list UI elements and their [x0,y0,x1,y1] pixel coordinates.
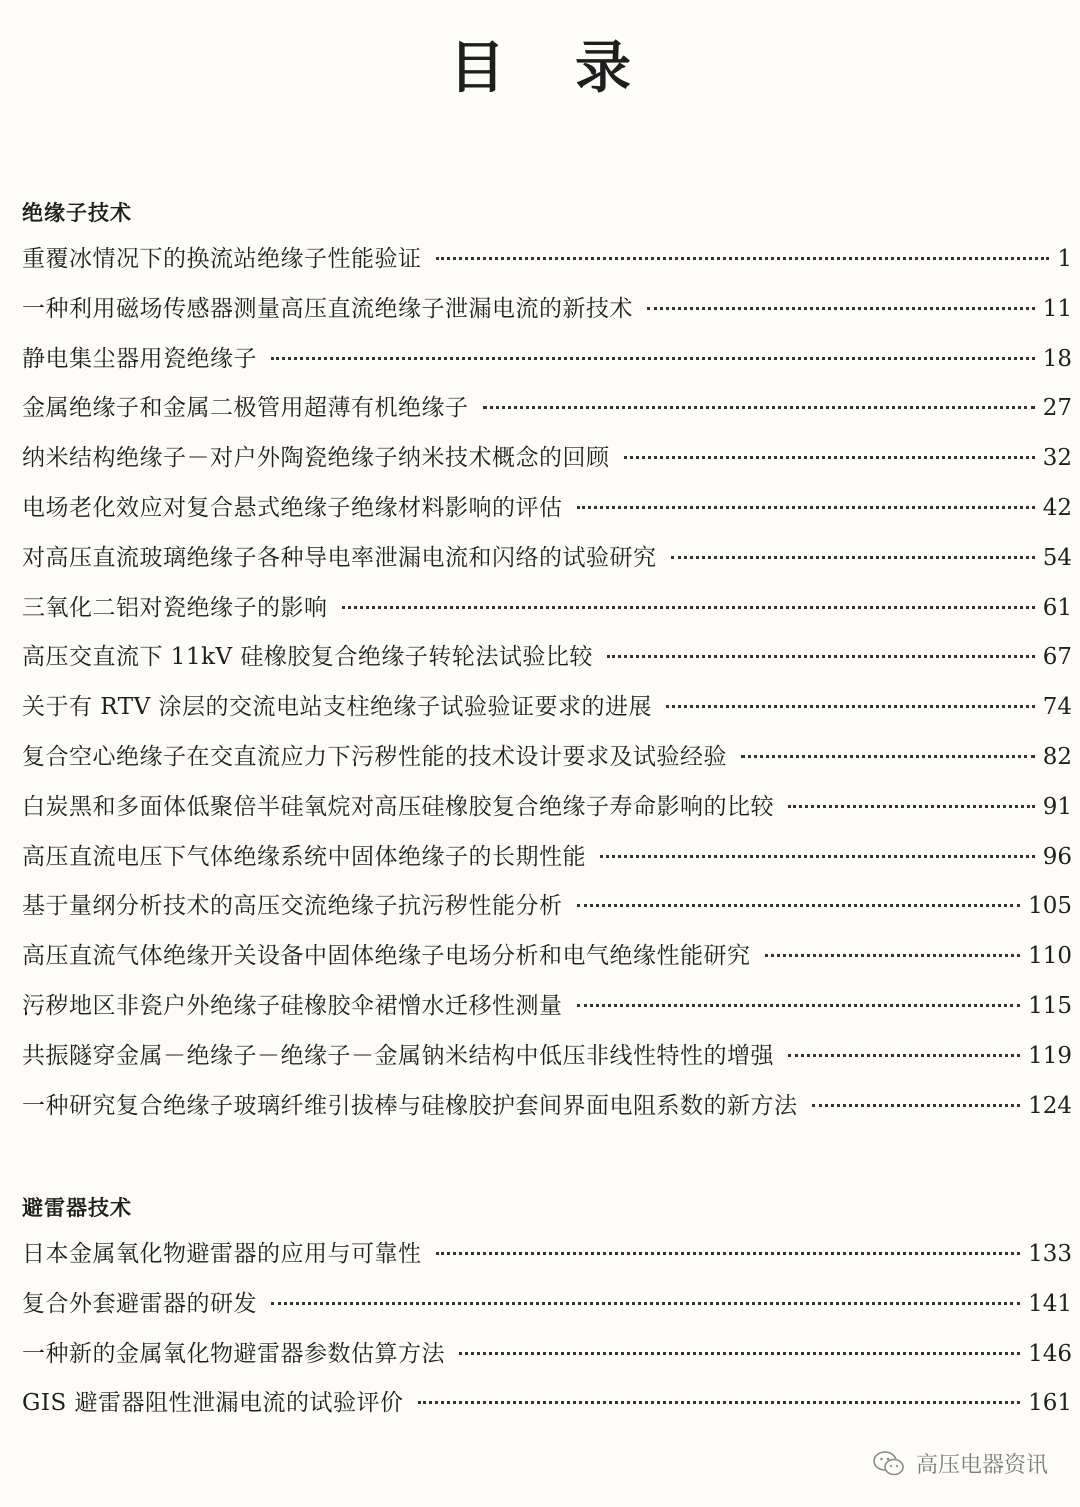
toc-entry-title: 对高压直流玻璃绝缘子各种导电率泄漏电流和闪络的试验研究 [22,544,657,571]
toc-entry-title: GIS 避雷器阻性泄漏电流的试验评价 [22,1390,404,1417]
toc-entry-page: 74 [1042,694,1072,721]
toc-entry-page: 161 [1028,1390,1072,1417]
toc-entry-title: 白炭黑和多面体低聚倍半硅氧烷对高压硅橡胶复合绝缘子寿命影响的比较 [22,793,774,820]
toc-entry-title: 复合外套避雷器的研发 [22,1290,257,1317]
section-heading: 避雷器技术 [22,1196,132,1220]
toc-entry[interactable] [22,833,1072,883]
toc-entry-page: 96 [1042,843,1072,870]
toc-entry-title: 重覆冰情况下的换流站绝缘子性能验证 [22,246,422,272]
watermark-text: 高压电器资讯 [915,1453,1048,1478]
toc-entry-title: 高压直流气体绝缘开关设备中固体绝缘子电场分析和电气绝缘性能研究 [22,943,751,970]
toc-entry-page: 61 [1042,594,1072,621]
toc-entry-title: 日本金属氧化物避雷器的应用与可靠性 [22,1241,422,1267]
toc-entry-title: 共振隧穿金属－绝缘子－绝缘子－金属钠米结构中低压非线性特性的增强 [22,1042,774,1069]
dot-leader [624,456,1035,459]
toc-entry-page: 18 [1042,345,1072,372]
toc-entry-page: 54 [1042,544,1072,571]
toc-entry-page: 42 [1042,494,1072,521]
toc-entry-page: 141 [1028,1290,1072,1317]
section-heading: 绝缘子技术 [22,201,132,225]
dot-leader [812,1104,1021,1107]
toc-entry-page: 115 [1028,992,1072,1019]
toc-entry-title: 复合空心绝缘子在交直流应力下污秽性能的技术设计要求及试验经验 [22,743,727,770]
dot-leader [271,1302,1020,1305]
dot-leader [788,805,1035,808]
dot-leader [271,357,1035,360]
toc-entry[interactable] [22,534,1072,584]
toc-entry-title: 一种研究复合绝缘子玻璃纤维引拔棒与硅橡胶护套间界面电阻系数的新方法 [22,1092,798,1119]
toc-entry-title: 金属绝缘子和金属二极管用超薄有机绝缘子 [22,395,469,422]
toc-entry-page: 110 [1028,943,1072,970]
toc-entry[interactable] [22,1379,1072,1429]
dot-leader [483,406,1035,409]
toc-entry-page: 146 [1028,1340,1072,1367]
toc-entry-page: 67 [1042,644,1072,671]
toc-entry[interactable] [22,1032,1072,1082]
toc-entry[interactable] [22,434,1072,484]
toc-entry[interactable] [22,982,1072,1032]
toc-entry[interactable] [22,484,1072,534]
toc-entry-title: 静电集尘器用瓷绝缘子 [22,345,257,372]
toc-entry-page: 105 [1028,893,1072,920]
toc-entry-page: 1 [1057,246,1072,272]
toc-entry[interactable] [22,384,1072,434]
toc-entry[interactable] [22,1330,1072,1380]
dot-leader [577,506,1035,509]
dot-leader [741,755,1035,758]
toc-entry[interactable] [22,783,1072,833]
toc-entry-title: 关于有 RTV 涂层的交流电站支柱绝缘子试验验证要求的进展 [22,694,652,721]
toc-entry[interactable] [22,584,1072,634]
toc-entry-title: 电场老化效应对复合悬式绝缘子绝缘材料影响的评估 [22,494,563,521]
toc-entry[interactable] [22,335,1072,385]
toc-entry[interactable] [22,1280,1072,1330]
dot-leader [765,954,1021,957]
toc-entry[interactable] [22,882,1072,932]
dot-leader [671,556,1035,559]
toc-entry[interactable] [22,633,1072,683]
dot-leader [788,1054,1020,1057]
toc-section-insulator [22,195,1072,1131]
toc-entry[interactable] [22,285,1072,335]
dot-leader [666,705,1035,708]
toc-section-arrester [22,1190,1072,1429]
toc-entry[interactable] [22,1230,1072,1280]
toc-entry-page: 91 [1042,793,1072,820]
toc-entry-title: 三氧化二铝对瓷绝缘子的影响 [22,594,328,621]
toc-entry-title: 纳米结构绝缘子－对户外陶瓷绝缘子纳米技术概念的回顾 [22,445,610,472]
toc-entry-page: 133 [1028,1241,1072,1267]
toc-entry[interactable] [22,235,1072,285]
dot-leader [607,655,1035,658]
dot-leader [600,855,1035,858]
toc-entry-page: 119 [1028,1042,1072,1069]
dot-leader [647,307,1035,310]
toc-list [22,235,1072,1131]
toc-entry-title: 一种利用磁场传感器测量高压直流绝缘子泄漏电流的新技术 [22,295,633,322]
dot-leader [436,257,1050,260]
dot-leader [436,1252,1021,1255]
toc-list [22,1230,1072,1429]
toc-entry-title: 污秽地区非瓷户外绝缘子硅橡胶伞裙憎水迁移性测量 [22,992,563,1019]
toc-entry-title: 高压直流电压下气体绝缘系统中固体绝缘子的长期性能 [22,843,586,870]
page-title: 目录 [449,35,701,101]
toc-entry-title: 基于量纲分析技术的高压交流绝缘子抗污秽性能分析 [22,893,563,920]
toc-entry[interactable] [22,733,1072,783]
toc-entry-title: 高压交直流下 11kV 硅橡胶复合绝缘子转轮法试验比较 [22,644,593,671]
dot-leader [459,1352,1020,1355]
toc-entry-page: 124 [1028,1092,1072,1119]
toc-entry[interactable] [22,932,1072,982]
toc-entry-page: 32 [1042,445,1072,472]
toc-entry-title: 一种新的金属氧化物避雷器参数估算方法 [22,1340,445,1367]
toc-entry-page: 82 [1042,743,1072,770]
watermark [872,1448,1048,1479]
dot-leader [342,606,1035,609]
toc-entry[interactable] [22,683,1072,733]
toc-entry-page: 27 [1042,395,1072,422]
toc-entry-page: 11 [1042,295,1072,322]
dot-leader [577,904,1021,907]
toc-entry[interactable] [22,1082,1072,1132]
wechat-icon [872,1450,906,1478]
dot-leader [418,1401,1021,1404]
dot-leader [577,1004,1021,1007]
